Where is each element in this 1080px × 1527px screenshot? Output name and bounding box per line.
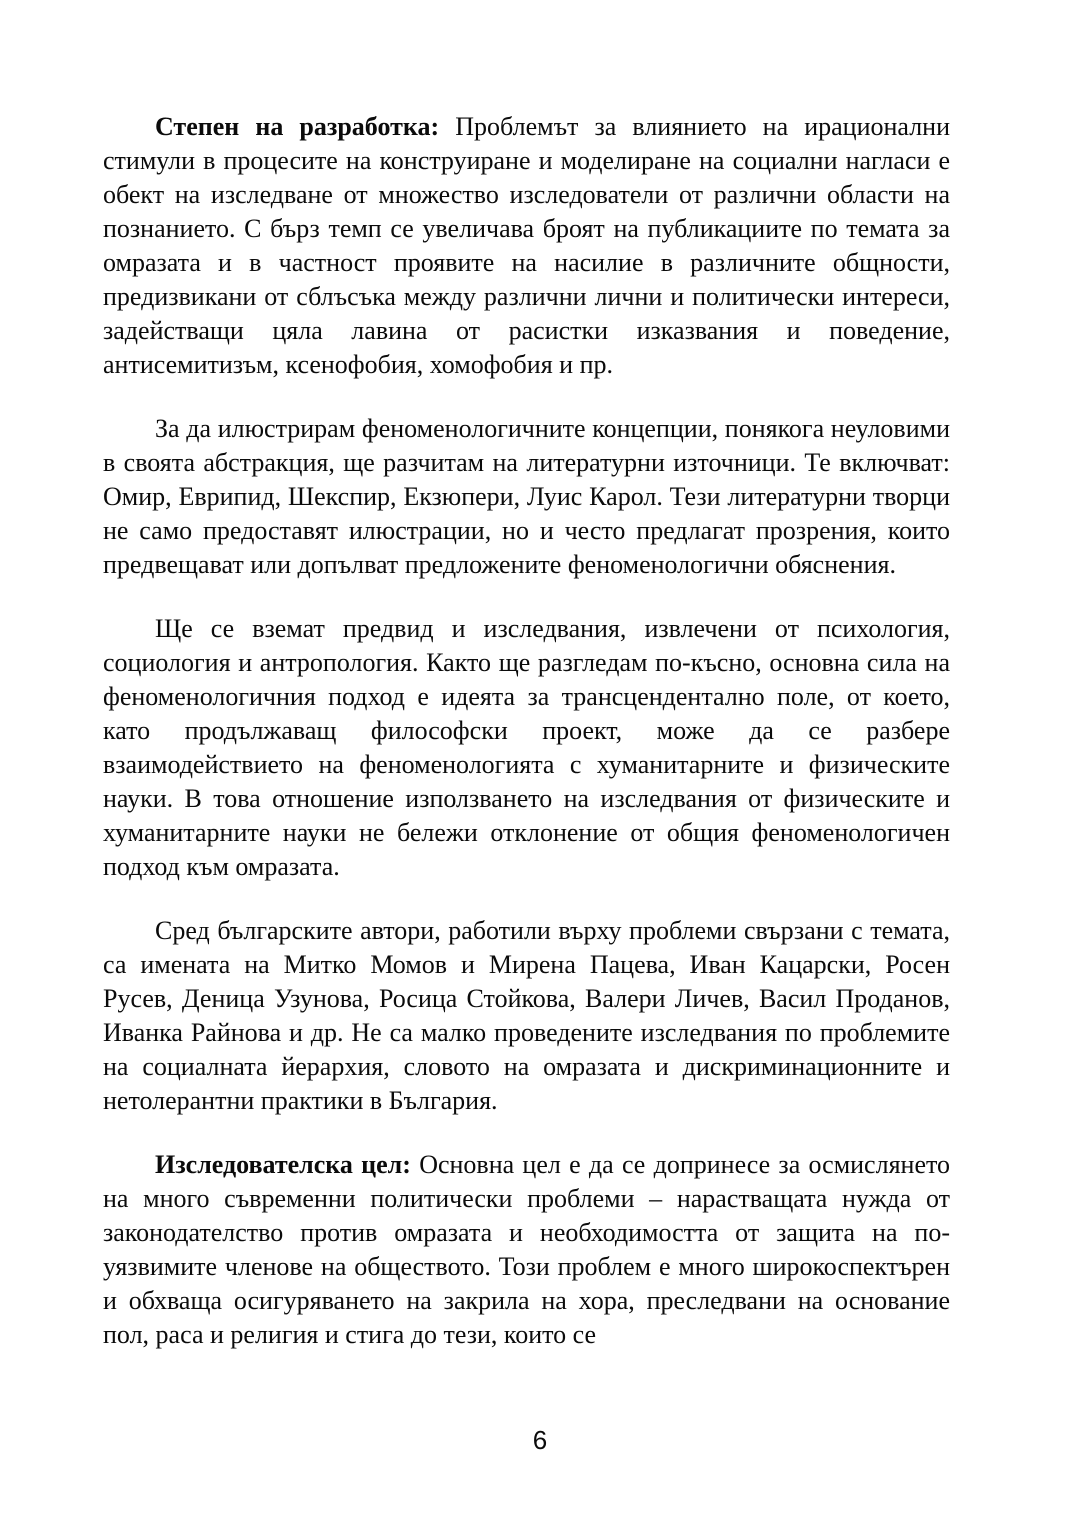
paragraph — [103, 412, 950, 582]
page-number: 6 — [532, 1425, 548, 1455]
paragraph — [103, 612, 950, 884]
paragraph-text: Проблемът за влиянието на ирационални стимули в процесите на конструиране и моделиране на социални нагласи е обект на изследване от множество изследователи от различни области на познанието. С бърз темп се увеличава броят на публикациите по темата за омразата и в частност проявите на насилие в различните общности, предизвикани от сблъсъка между различни лични и политически интереси, задействащи цяла лавина от расистки изказвания и поведение, антисемитизъм, ксенофобия, хомофобия и пр. — [103, 112, 950, 379]
document-body — [103, 110, 950, 1352]
paragraph — [103, 914, 950, 1118]
paragraph-text: Сред българските автори, работили върху проблеми свързани с темата, са имената на Митко Момов и Мирена Пацева, Иван Кацарски, Росен Русев, Деница Узунова, Росица Стойкова, Валери Личев, Васил Проданов, Иванка Райнова и др. Не са малко проведените изследвания по проблемите на социалната йерархия, словото на омразата и дискриминационните и нетолерантни практики в България. — [103, 916, 950, 1115]
paragraph — [103, 110, 950, 382]
page-footer — [0, 1425, 1080, 1455]
paragraph-text: За да илюстрирам феноменологичните концепции, понякога неуловими в своята абстракция, ще разчитам на литературни източници. Те включват: Омир, Еврипид, Шекспир, Екзюпери, Луис Карол. Тези литературни творци не само предоставят илюстрации, но и често предлагат прозрения, които предвещават или допълват предложените феноменологични обяснения. — [103, 414, 950, 579]
paragraph-lead: Степен на разработка: — [155, 112, 440, 141]
paragraph-text: Ще се вземат предвид и изследвания, извлечени от психология, социология и антропология. Както ще разгледам по-късно, основна сила на феноменологичния подход е идеята за трансцендентално поле, от което, като продължаващ философски проект, може да се разбере взаимодействието на феноменологията с хуманитарните и физическите науки. В това отношение използването на изследвания от физическите и хуманитарните науки не бележи отклонение от общия феноменологичен подход към омразата. — [103, 614, 950, 881]
paragraph — [103, 1148, 950, 1352]
paragraph-text: Основна цел е да се допринесе за осмислянето на много съвременни политически проблеми – нарастващата нужда от законодателство против омразата и необходимостта от защита на по-уязвимите членове на обществото. Този проблем е много широкоспектърен и обхваща осигуряването на закрила на хора, преследвани на основание пол, раса и религия и стига до тези, които се — [103, 1150, 951, 1349]
paragraph-lead: Изследователска цел: — [155, 1150, 411, 1179]
